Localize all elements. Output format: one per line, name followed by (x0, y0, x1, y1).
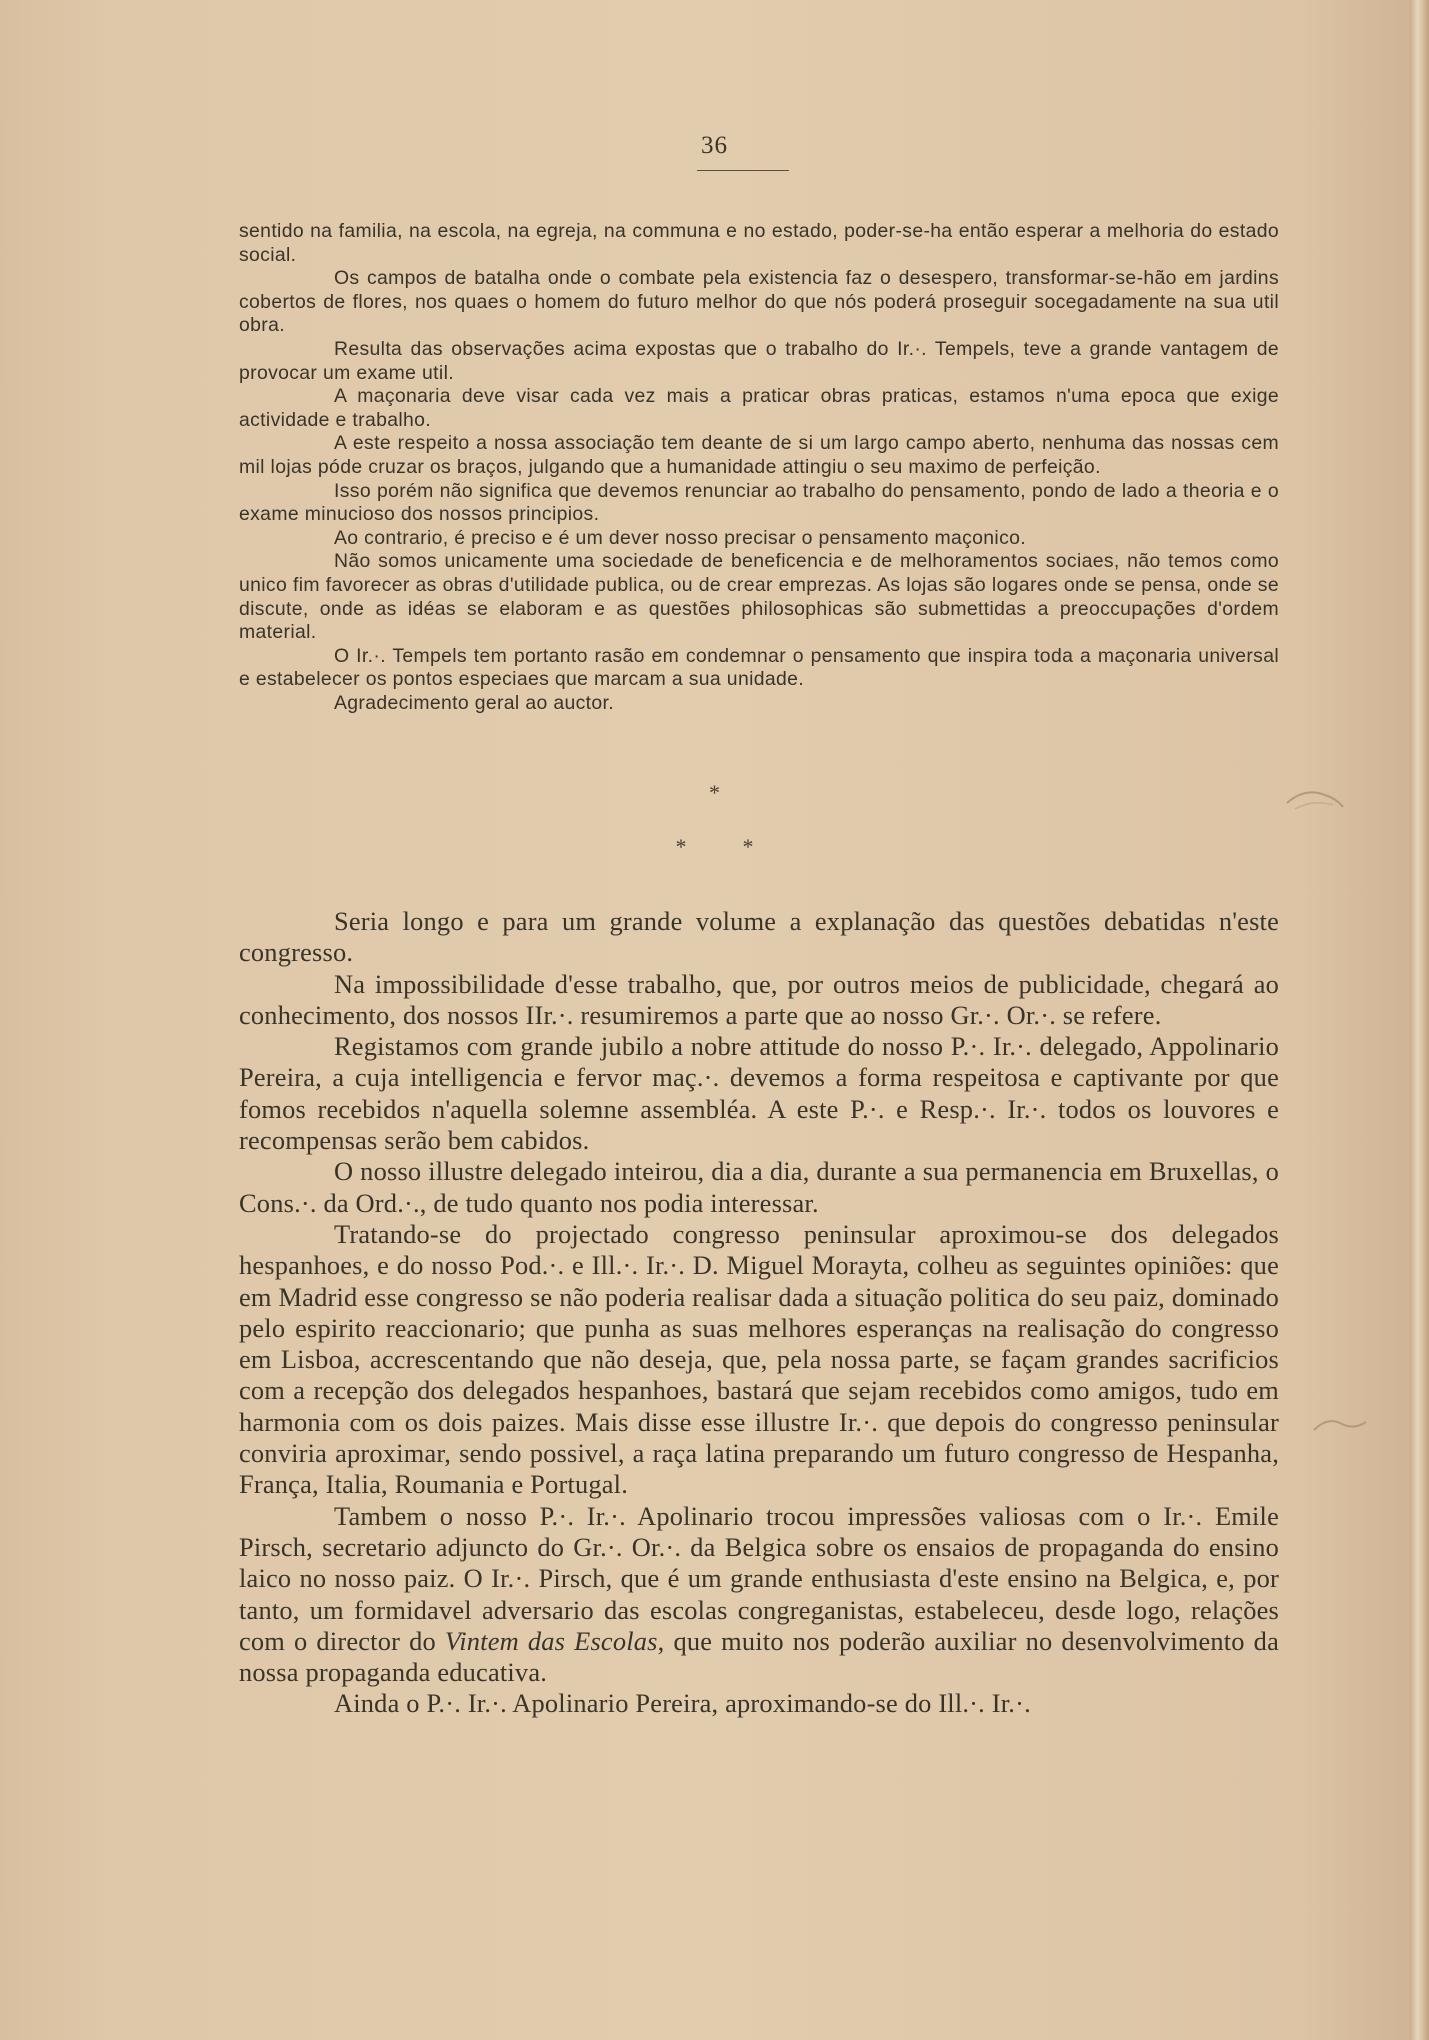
paragraph: Agradecimento geral ao auctor. (334, 691, 614, 714)
paragraph: Não somos unicamente uma sociedade de beneficencia e de melhoramentos sociaes, não temos como unico fim favorecer as obras d'utilidade publica, ou de crear emprezas. As lojas são logares onde se pensa, onde se discute, onde as idéas se elaboram e as questões philosophicas são submettidas a preoccupações d'ordem material. (239, 550, 1279, 644)
page-number: 36 (701, 132, 728, 159)
paragraph-text: Tambem o nosso P.·. Ir.·. Apolinario trocou impressões valiosas com o Ir.·. Emile Pirsch, secretario adjuncto do Gr.·. Or.·. da Belgica sobre os ensaios de propaganda do ensino laico no nosso paiz. O Ir.·. Pirsch, que é um grande enthusiasta d'este ensino na Belgica, e, por tanto, um formidavel adversario das escolas congreganistas, estabeleceu, desde logo, relações com o director do (239, 1500, 1279, 1656)
paragraph: Os campos de batalha onde o combate pela existencia faz o desespero, transformar-se-hão em jardins cobertos de flores, nos quaes o homem do futuro melhor do que nós poderá proseguir socegadamente na sua util obra. (239, 267, 1279, 337)
text-section-2 (239, 906, 1279, 1720)
page-edge (1410, 0, 1429, 2040)
paragraph: sentido na familia, na escola, na egreja, na communa e no estado, poder-se-ha então esperar a melhoria do estado social. (239, 220, 1279, 266)
paragraph: Tratando-se do projectado congresso peninsular aproximou-se dos delegados hespanhoes, e do nosso Pod.·. e Ill.·. Ir.·. D. Miguel Morayta, colheu as seguintes opiniões: que em Madrid esse congresso se não poderia realisar dada a situação politica do seu paiz, dominado pelo espirito reaccionario; que punha as suas melhores esperanças na realisação do congresso em Lisboa, accrescentando que não deseja, que, pela nossa parte, se façam grandes sacrificios com a recepção dos delegados hespanhoes, bastará que sejam recebidos como amigos, tudo em harmonia com os dois paizes. Mais disse esse illustre Ir.·. que depois do congresso peninsular conviria aproximar, sendo possivel, a raça latina preparando um futuro congresso de Hespanha, França, Italia, Roumania e Portugal. (239, 1218, 1279, 1500)
asterism-bottom (0, 834, 1429, 860)
paragraph: Registamos com grande jubilo a nobre attitude do nosso P.·. Ir.·. delegado, Appolinario Pereira, a cuja intelligencia e fervor maç.·. devemos a forma respeitosa e captivante por que fomos recebidos n'aquella solemne assembléa. A este P.·. e Resp.·. Ir.·. todos os louvores e recompensas serão bem cabidos. (239, 1031, 1279, 1156)
paragraph: Isso porém não significa que devemos renunciar ao trabalho do pensamento, pondo de lado a theoria e o exame minucioso dos nossos principios. (239, 479, 1279, 526)
paragraph: Ao contrario, é preciso e é um dever nosso precisar o pensamento maçonico. (334, 526, 1026, 549)
header-rule (697, 170, 789, 171)
paragraph: Resulta das observações acima expostas que o trabalho do Ir.·. Tempels, teve a grande vantagem de provocar um exame util. (239, 337, 1279, 384)
paragraph: A este respeito a nossa associação tem deante de si um largo campo aberto, nenhuma das nossas cem mil lojas póde cruzar os braços, julgando que a humanidade attingiu o seu maximo de perfeição. (239, 432, 1279, 478)
paragraph-text: , que muito nos poderão auxiliar no desenvolvimento da nossa propaganda educativa. (239, 1625, 1279, 1688)
asterism-star: * (675, 834, 687, 859)
asterism-top: * (709, 780, 720, 805)
paragraph: Na impossibilidade d'esse trabalho, que, por outros meios de publicidade, chegará ao conhecimento, dos nossos IIr.·. resumiremos a parte que ao nosso Gr.·. Or.·. se refere. (239, 968, 1279, 1030)
paragraph: Ainda o P.·. Ir.·. Apolinario Pereira, aproximando-se do Ill.·. Ir.·. (334, 1688, 1031, 1719)
paper-damage-mark (1310, 1410, 1370, 1440)
asterism-star: * (742, 834, 754, 859)
paragraph: O nosso illustre delegado inteirou, dia a dia, durante a sua permanencia em Bruxellas, o Cons.·. da Ord.·., de tudo quanto nos podia interessar. (239, 1156, 1279, 1218)
paragraph: Seria longo e para um grande volume a explanação das questões debatidas n'este congresso. (239, 906, 1279, 968)
paragraph: A maçonaria deve visar cada vez mais a praticar obras praticas, estamos n'uma epoca que exige actividade e trabalho. (239, 385, 1279, 431)
paragraph (239, 1501, 1279, 1689)
periodical-title: Vintem das Escolas (444, 1625, 658, 1656)
paragraph: O Ir.·. Tempels tem portanto rasão em condemnar o pensamento que inspira toda a maçonaria universal e estabelecer os pontos especiaes que marcam a sua unidade. (239, 644, 1279, 691)
text-section-1 (239, 220, 1279, 715)
